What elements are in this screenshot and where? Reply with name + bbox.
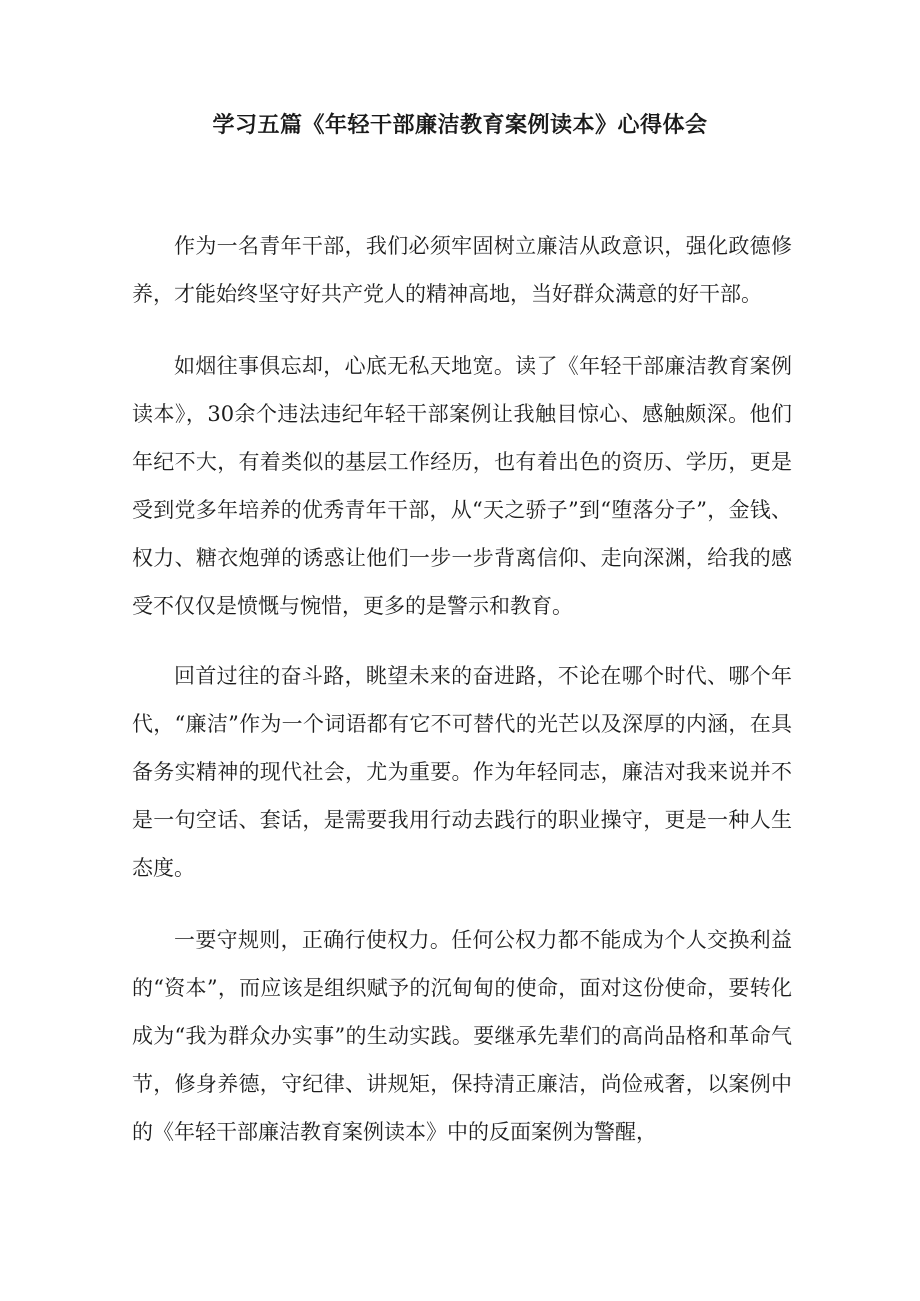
paragraph-intro: 作为一名青年干部，我们必须牢固树立廉洁从政意识，强化政德修养，才能始终坚守好共产党人的精神高地，当好群众满意的好干部。 [132, 234, 792, 306]
paragraph-integrity-meaning: 回首过往的奋斗路，眺望未来的奋进路，不论在哪个时代、哪个年代，“廉洁”作为一个词语都有它不可替代的光芒以及深厚的内涵，在具备务实精神的现代社会，尤为重要。作为年轻同志，廉洁对我来说并不是一句空话、套话，是需要我用行动去践行的职业操守，更是一种人生态度。 [132, 664, 792, 880]
document-body [132, 222, 792, 1180]
paragraph-reading-reflection: 如烟往事俱忘却，心底无私天地宽。读了《年轻干部廉洁教育案例读本》，30余个违法违纪年轻干部案例让我触目惊心、感触颇深。他们年纪不大，有着类似的基层工作经历，也有着出色的资历、学历，更是受到党多年培养的优秀青年干部，从“天之骄子”到“堕落分子”，金钱、权力、糖衣炮弹的诱惑让他们一步一步背离信仰、走向深渊，给我的感受不仅仅是愤慨与惋惜，更多的是警示和教育。 [132, 354, 792, 618]
document-title: 学习五篇《年轻干部廉洁教育案例读本》心得体会 [212, 113, 708, 138]
paragraph-follow-rules: 一要守规则，正确行使权力。任何公权力都不能成为个人交换利益的“资本”，而应该是组织赋予的沉甸甸的使命，面对这份使命，要转化成为“我为群众办实事”的生动实践。要继承先辈们的高尚品格和革命气节，修身养德，守纪律、讲规矩，保持清正廉洁，尚俭戒奢，以案例中的《年轻干部廉洁教育案例读本》中的反面案例为警醒， [132, 928, 792, 1144]
